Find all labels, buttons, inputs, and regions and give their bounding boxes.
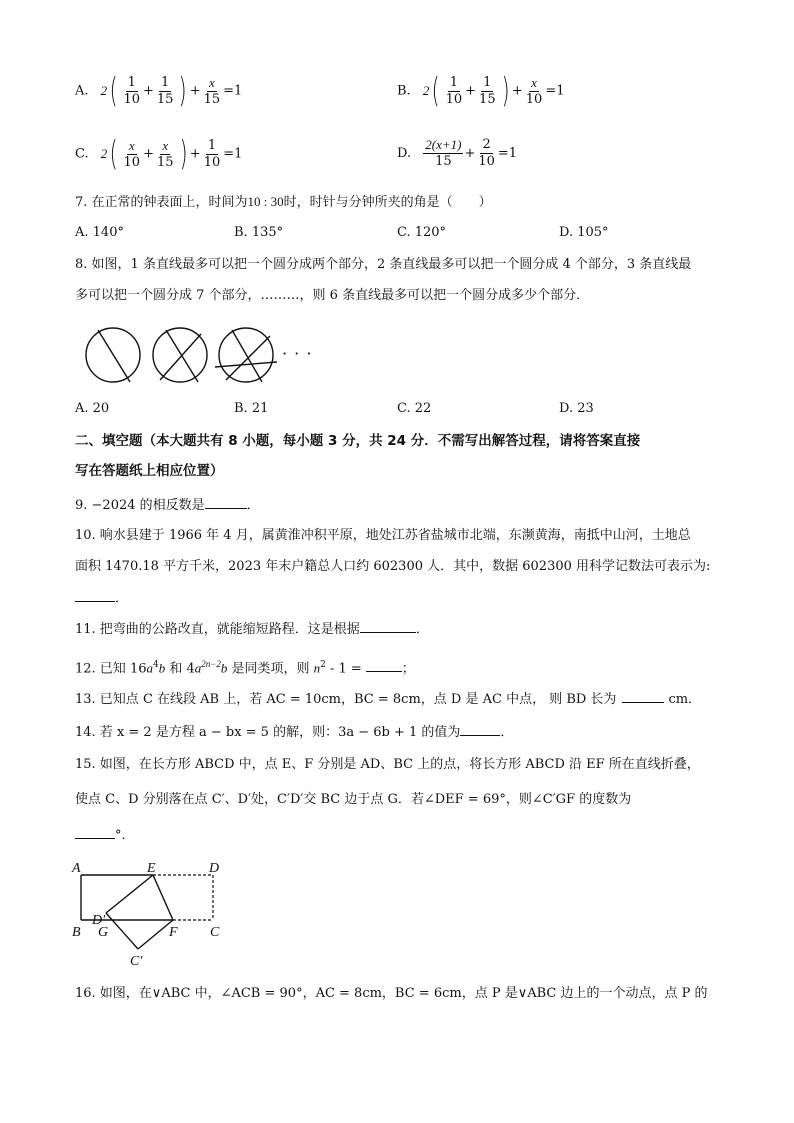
label-a: A	[72, 861, 81, 876]
q6-option-d: D. $\frac{2(x+1)}{15}$ + $\frac{2}{10}$ =1	[397, 137, 518, 169]
q7-stem: 7. 在正常的钟表面上，时间为10 : 30时，时针与分钟所夹的角是（ ）	[75, 194, 492, 210]
q12: 12. 已知 $16a^4b$ 和 $4a^{2n-2}b$ 是同类项，则 $n^2 - 1$ = ；	[75, 659, 415, 677]
label-f: F	[169, 925, 178, 940]
label-d-prime: D′	[92, 913, 106, 928]
q12-answer-blank	[366, 659, 402, 672]
q14: 14. 若 x = 2 是方程 a − bx = 5 的解，则：3a − 6b + 1 的值为 ．	[75, 725, 514, 740]
q7-option-a: A. 140°	[75, 225, 124, 240]
label-c-prime: C′	[130, 954, 143, 969]
circle-three-lines-1	[232, 330, 262, 382]
q8-option-b: B. 21	[234, 401, 269, 416]
q8-ellipsis: · · ·	[282, 344, 313, 363]
q9-answer-blank	[205, 496, 247, 509]
section-2-heading-line-2: 写在答题纸上相应位置）	[75, 463, 224, 479]
circle-three-lines-3	[215, 362, 277, 367]
label-b: B	[72, 925, 81, 940]
q6-option-a: A. 2( $\frac{1}{10}$ + $\frac{1}{15}$ ) + $\frac{x}{15}$ =1	[75, 71, 243, 111]
circle-one-line-1	[98, 330, 130, 382]
q6-option-b: B. 2( $\frac{1}{10}$ + $\frac{1}{15}$ ) + $\frac{x}{10}$ =1	[397, 71, 565, 111]
q11-answer-blank	[360, 620, 416, 633]
q8-option-c: C. 22	[397, 401, 432, 416]
label-e: E	[147, 861, 156, 876]
q8-option-a: A. 20	[75, 401, 110, 416]
q15-line-3: °．	[75, 826, 135, 845]
circle-two-lines-2	[160, 334, 201, 380]
q15-answer-blank	[75, 826, 115, 839]
q10-line-3: ．	[75, 589, 128, 608]
q7-option-b: B. 135°	[234, 225, 284, 240]
q10-line-1: 10. 响水县建于 1966 年 4 月，属黄淮冲积平原，地处江苏省盐城市北端，东濒黄海，南抵中山河，土地总	[75, 528, 691, 543]
q15-line-2: 使点 C、D 分别落在点 C′、D′处，C′D′交 BC 边于点 G．若∠DEF = 69°，则∠C′GF 的度数为	[75, 792, 632, 807]
label-d: D	[209, 861, 220, 876]
q15-rectangle-fold-figure	[68, 855, 238, 970]
section-2-heading-line-1: 二、填空题（本大题共有 8 小题，每小题 3 分，共 24 分．不需写出解答过程，请将答案直接	[75, 433, 641, 449]
q6-option-c: C. 2( $\frac{x}{10}$ + $\frac{x}{15}$ ) + $\frac{1}{10}$ =1	[75, 134, 243, 174]
q14-answer-blank	[460, 723, 500, 736]
q7-option-d: D. 105°	[559, 225, 609, 240]
q13-answer-blank	[622, 690, 664, 703]
q11: 11. 把弯曲的公路改直，就能缩短路程．这是根据 ．	[75, 622, 429, 637]
q15-line-1: 15. 如图，在长方形 ABCD 中，点 E、F 分别是 AD、BC 上的点，将长方形 ABCD 沿 EF 所在直线折叠，	[75, 757, 700, 772]
label-g: G	[98, 925, 109, 940]
q10-line-2: 面积 1470.18 平方千米，2023 年末户籍总人口约 602300 人．其中，数据 602300 用科学记数法可表示为:	[75, 559, 711, 574]
q10-answer-blank	[75, 589, 115, 602]
q9: 9. −2024 的相反数是 ．	[75, 498, 260, 513]
q8-option-d: D. 23	[559, 401, 594, 416]
q7-option-c: C. 120°	[397, 225, 447, 240]
q8-line-1: 8. 如图，1 条直线最多可以把一个圆分成两个部分，2 条直线最多可以把一个圆分成 4 个部分，3 条直线最	[75, 257, 692, 272]
circle-three-lines-2	[226, 336, 270, 380]
q16-line-1: 16. 如图，在∨ABC 中，∠ACB = 90°，AC = 8cm，BC = 6cm，点 P 是∨ABC 边上的一个动点，点 P 的	[75, 986, 708, 1001]
q13: 13. 已知点 C 在线段 AB 上，若 AC = 10cm，BC = 8cm，点 D 是 AC 中点， 则 BD 长为 cm．	[75, 692, 702, 707]
q8-line-2: 多可以把一个圆分成 7 个部分，………，则 6 条直线最多可以把一个圆分成多少个部分．	[75, 288, 590, 303]
label-c: C	[210, 925, 220, 940]
